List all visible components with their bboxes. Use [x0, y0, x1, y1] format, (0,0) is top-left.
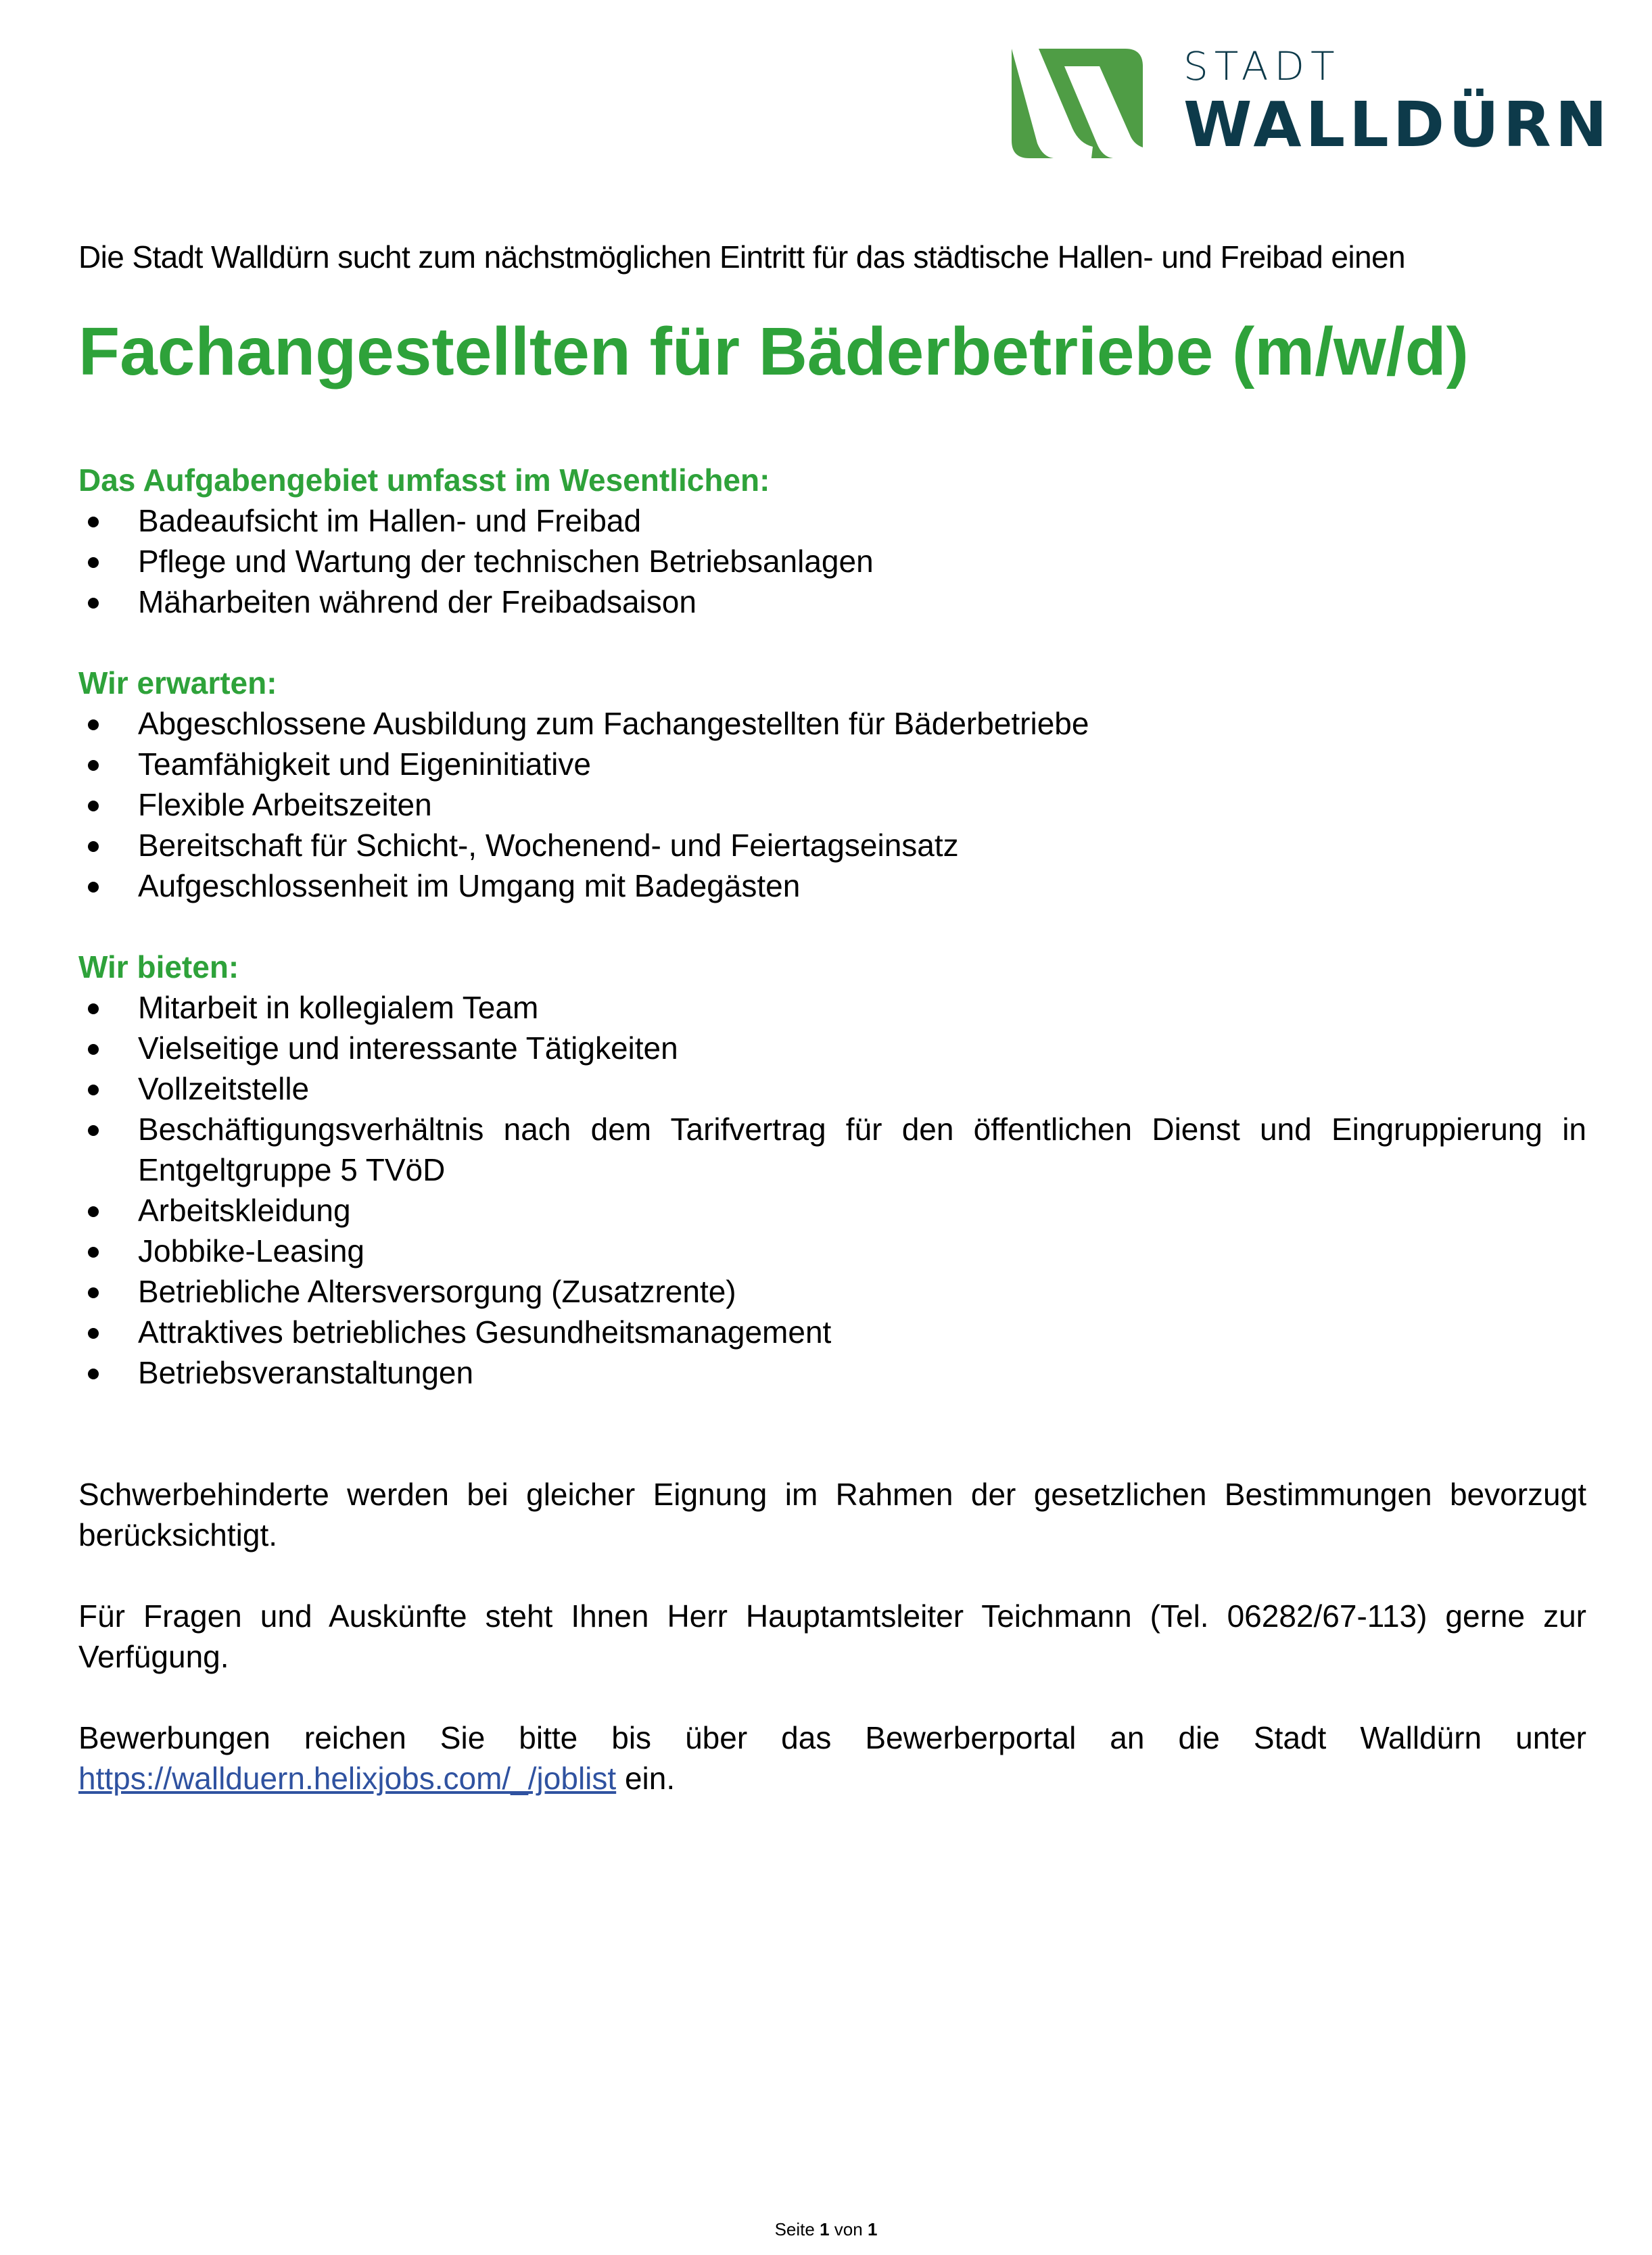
total-pages: 1 — [867, 2219, 878, 2239]
bullet-icon — [88, 1328, 99, 1339]
bullet-icon — [88, 1003, 99, 1014]
section-tasks — [78, 460, 1586, 622]
disability-notice: Schwerbehinderte werden bei gleicher Eignung im Rahmen der gesetzlichen Bestimmungen bevorzugt berücksichtigt. — [78, 1477, 1586, 1552]
bullet-icon — [88, 1085, 99, 1095]
expectations-list — [78, 703, 1586, 906]
page-footer — [0, 2219, 1652, 2240]
list-item: Pflege und Wartung der technischen Betriebsanlagen — [78, 541, 1586, 581]
job-title: Fachangestellten für Bäderbetriebe (m/w/d) — [78, 314, 1469, 389]
bullet-icon — [88, 841, 99, 852]
current-page: 1 — [820, 2219, 830, 2239]
job-portal-link[interactable]: https://wallduern.helixjobs.com/_/joblist — [78, 1761, 617, 1796]
bullet-icon — [88, 557, 99, 568]
application-info — [78, 1717, 1586, 1799]
bullet-icon — [88, 882, 99, 893]
list-item: Attraktives betriebliches Gesundheitsmanagement — [78, 1312, 1586, 1352]
section-heading: Wir erwarten: — [78, 665, 277, 701]
bullet-icon — [88, 801, 99, 811]
document-body — [78, 237, 1586, 1799]
application-suffix: ein. — [616, 1761, 676, 1796]
section-heading: Wir bieten: — [78, 949, 239, 984]
list-item: Flexible Arbeitszeiten — [78, 784, 1586, 825]
list-item: Jobbike-Leasing — [78, 1231, 1586, 1271]
section-offer — [78, 947, 1586, 1393]
bullet-icon — [88, 1369, 99, 1379]
walldurn-logo-mark-icon — [1012, 49, 1143, 158]
list-item: Vollzeitstelle — [78, 1068, 1586, 1109]
bullet-icon — [88, 598, 99, 609]
bullet-icon — [88, 1206, 99, 1217]
list-item: Mäharbeiten während der Freibadsaison — [78, 581, 1586, 622]
logo-wordmark — [1183, 43, 1611, 161]
intro-text: Die Stadt Walldürn sucht zum nächstmöglichen Eintritt für das städtische Hallen- und Freibad einen — [78, 239, 1405, 275]
offer-list — [78, 987, 1586, 1393]
contact-info: Für Fragen und Auskünfte steht Ihnen Herr Hauptamtsleiter Teichmann (Tel. 06282/67-113) gerne zur Verfügung. — [78, 1598, 1586, 1674]
bullet-icon — [88, 1125, 99, 1136]
list-item: Arbeitskleidung — [78, 1190, 1586, 1231]
bullet-icon — [88, 517, 99, 527]
list-item: Beschäftigungsverhältnis nach dem Tarifvertrag für den öffentlichen Dienst und Eingruppierung in Entgeltgruppe 5 TVöD — [78, 1109, 1586, 1190]
logo-stadt-text: STADT — [1183, 43, 1341, 89]
section-heading: Das Aufgabengebiet umfasst im Wesentlichen: — [78, 462, 770, 498]
list-item: Betriebliche Altersversorgung (Zusatzrente) — [78, 1271, 1586, 1312]
bullet-icon — [88, 719, 99, 730]
task-list — [78, 500, 1586, 622]
application-text: Bewerbungen reichen Sie bitte bis über das Bewerberportal an die Stadt Walldürn unter — [78, 1720, 1586, 1755]
list-item: Mitarbeit in kollegialem Team — [78, 987, 1586, 1028]
logo-city-name: WALLDÜRN — [1183, 89, 1611, 161]
page-sep: von — [834, 2219, 863, 2239]
list-item: Aufgeschlossenheit im Umgang mit Badegästen — [78, 865, 1586, 906]
bullet-icon — [88, 1044, 99, 1055]
list-item: Abgeschlossene Ausbildung zum Fachangestellten für Bäderbetriebe — [78, 703, 1586, 744]
list-item: Bereitschaft für Schicht-, Wochenend- und Feiertagseinsatz — [78, 825, 1586, 865]
list-item: Vielseitige und interessante Tätigkeiten — [78, 1028, 1586, 1068]
list-item: Teamfähigkeit und Eigeninitiative — [78, 744, 1586, 784]
city-logo — [1012, 43, 1611, 161]
list-item: Betriebsveranstaltungen — [78, 1352, 1586, 1393]
page-label: Seite — [774, 2219, 815, 2239]
bullet-icon — [88, 1247, 99, 1258]
section-expectations — [78, 663, 1586, 906]
list-item: Badeaufsicht im Hallen- und Freibad — [78, 500, 1586, 541]
bullet-icon — [88, 760, 99, 771]
bullet-icon — [88, 1287, 99, 1298]
